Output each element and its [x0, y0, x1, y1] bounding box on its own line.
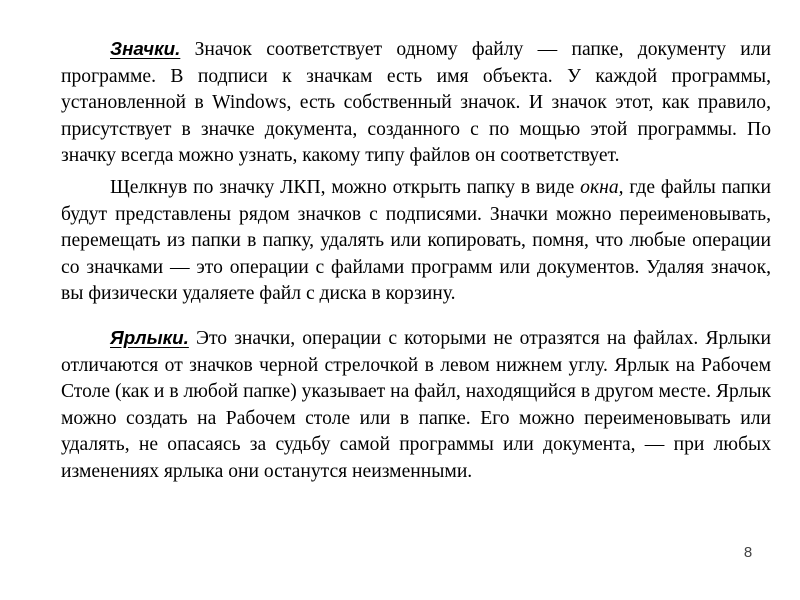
paragraph-shortcuts-text: Это значки, операции с которыми не отразятся на файлах. Ярлыки отличаются от значков черной стрелочкой в левом нижнем углу. Ярлык на Рабочем Столе (как и в любой папке) указывает на файл, находящийся в другом месте. Ярлык можно создать на Рабочем столе или в папке. Его можно переименовывать или удалять, не опасаясь за судьбу самой программы или документа, — при любых изменениях ярлыка они останутся неизменными.	[61, 327, 771, 482]
term-shortcuts: Ярлыки.	[110, 326, 189, 348]
document-page	[61, 36, 771, 486]
paragraph-icons	[61, 36, 771, 170]
emphasis-window: окна,	[580, 176, 624, 198]
paragraph-shortcuts	[61, 325, 771, 486]
paragraph-window-text-after: где файлы папки будут представлены рядом значков с подписями. Значки можно переименовывать, перемещать из папки в папку, удалять или копировать, помня, что любые операции со значками — это операции с файлами программ или документов. Удаляя значок, вы физически удаляете файл с диска в корзину.	[61, 176, 771, 305]
paragraph-icons-text: Значок соответствует одному файлу — папке, документу или программе. В подписи к значкам есть имя объекта. У каждой программы, установленной в Windows, есть собственный значок. И значок этот, как правило, присутствует в значке документа, созданного с по мощью этой программы. По значку всегда можно узнать, какому типу файлов он соответствует.	[61, 39, 771, 167]
term-icons: Значки.	[110, 38, 181, 59]
paragraph-window-text-before: Щелкнув по значку ЛКП, можно открыть папку в виде	[110, 176, 581, 198]
page-number: 8	[743, 544, 753, 561]
paragraph-window	[61, 175, 771, 308]
